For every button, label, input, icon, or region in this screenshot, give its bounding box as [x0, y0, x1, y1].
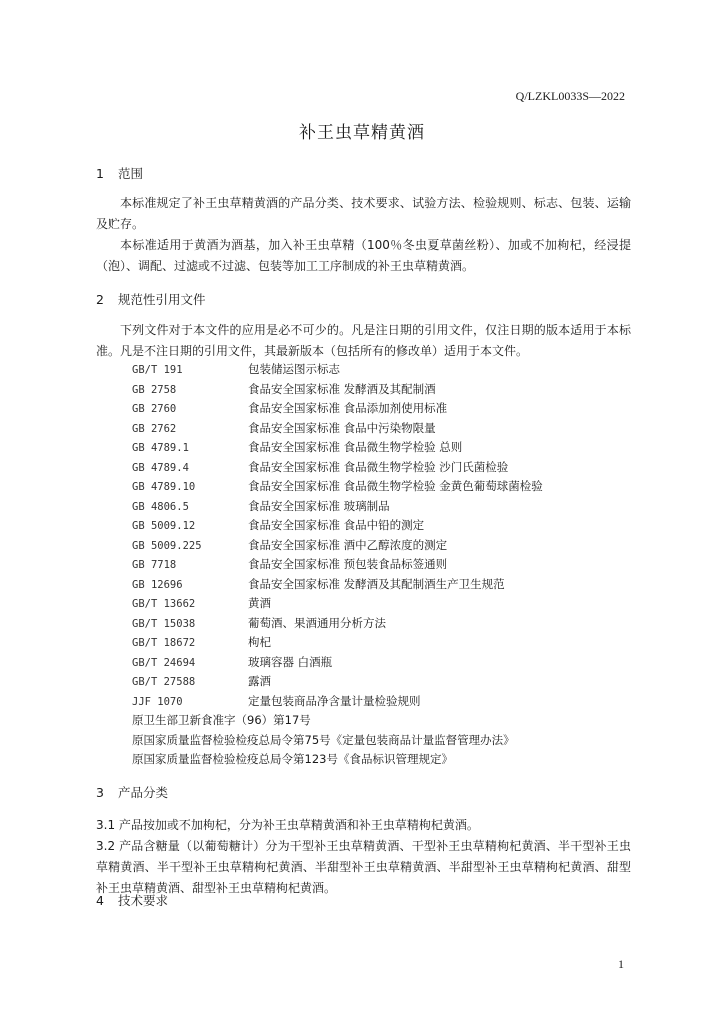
section-1-paragraph-1: 本标准规定了补王虫草精黄酒的产品分类、技术要求、试验方法、检验规则、标志、包装、运输及贮存。	[96, 196, 631, 231]
reference-name: 食品安全国家标准 食品中污染物限量	[248, 420, 436, 435]
section-3-title: 产品分类	[118, 785, 169, 800]
reference-name: 包装储运图示标志	[248, 362, 340, 376]
regulation-item: 原国家质量监督检验检疫总局令第123号《食品标识管理规定》	[132, 752, 453, 766]
reference-row	[132, 438, 543, 458]
reference-row	[132, 555, 543, 575]
section-3-item-2: 3.2 产品含糖量（以葡萄糖计）分为干型补王虫草精黄酒、干型补王虫草精枸杞黄酒、半干型补王虫草精黄酒、半干型补王虫草精枸杞黄酒、半甜型补王虫草精黄酒、半甜型补王虫草精枸杞黄酒、甜型补王虫草精黄酒、甜型补王虫草精枸杞黄酒。	[96, 839, 631, 895]
reference-row	[132, 614, 543, 634]
reference-code: GB 4789.10	[132, 481, 196, 493]
reference-code: GB 7718	[132, 559, 177, 571]
reference-name: 食品安全国家标准 食品添加剂使用标准	[248, 401, 448, 415]
section-1-heading	[96, 164, 143, 182]
reference-row	[132, 477, 543, 497]
reference-row	[132, 419, 543, 439]
reference-name: 食品安全国家标准 食品微生物学检验 金黄色葡萄球菌检验	[248, 479, 543, 493]
reference-row	[132, 399, 543, 419]
reference-code: GB 12696	[132, 578, 183, 591]
reference-name: 食品安全国家标准 食品中铅的测定	[248, 518, 425, 532]
document-code: Q/LZKL0033S—2022	[515, 89, 625, 103]
reference-row	[132, 594, 543, 614]
reference-row	[132, 380, 543, 400]
reference-name: 露酒	[248, 674, 271, 688]
reference-name: 定量包装商品净含量计量检验规则	[248, 693, 421, 708]
section-4-number: 4	[96, 893, 104, 908]
section-3-number: 3	[96, 785, 104, 800]
section-3-heading	[96, 783, 168, 801]
document-title: 补王虫草精黄酒	[299, 123, 425, 143]
section-3-item-1: 3.1 产品按加或不加枸杞，分为补王虫草精黄酒和补王虫草精枸杞黄酒。	[96, 818, 479, 832]
section-2-intro: 下列文件对于本文件的应用是必不可少的。凡是注日期的引用文件，仅注日期的版本适用于本标准。凡是不注日期的引用文件，其最新版本（包括所有的修改单）适用于本文件。	[96, 323, 631, 358]
reference-row	[132, 672, 543, 692]
reference-name: 黄酒	[248, 596, 271, 610]
section-2-heading	[96, 290, 206, 308]
page-number: 1	[618, 957, 624, 971]
reference-code: GB 5009.12	[132, 520, 196, 532]
reference-name: 食品安全国家标准 发酵酒及其配制酒	[248, 381, 436, 396]
reference-row	[132, 516, 543, 536]
reference-code: GB 4806.5	[132, 500, 189, 513]
reference-code: GB 5009.225	[132, 539, 202, 552]
reference-code: GB 2762	[132, 422, 177, 435]
section-2-number: 2	[96, 292, 104, 307]
reference-code: GB 2758	[132, 383, 177, 396]
reference-code: GB/T 15038	[132, 617, 196, 630]
regulation-item: 原国家质量监督检验检疫总局令第75号《定量包装商品计量监督管理办法》	[132, 732, 515, 747]
section-4-title: 技术要求	[118, 893, 169, 908]
reference-name: 食品安全国家标准 食品微生物学检验 沙门氏菌检验	[248, 459, 509, 474]
reference-name: 食品安全国家标准 预包装食品标签通则	[248, 557, 448, 571]
reference-code: GB 4789.1	[132, 442, 189, 454]
reference-code: GB/T 24694	[132, 656, 196, 669]
reference-name: 食品安全国家标准 发酵酒及其配制酒生产卫生规范	[248, 576, 505, 591]
section-1-paragraph-2: 本标准适用于黄酒为酒基，加入补王虫草精（100％冬虫夏草菌丝粉）、加或不加枸杞，经浸提（泡）、调配、过滤或不过滤、包装等加工工序制成的补王虫草精黄酒。	[96, 238, 631, 273]
reference-list	[132, 360, 543, 770]
section-1-number: 1	[96, 166, 104, 181]
reference-code: GB/T 18672	[132, 637, 196, 649]
reference-name: 食品安全国家标准 酒中乙醇浓度的测定	[248, 537, 448, 552]
reference-name: 枸杞	[248, 635, 271, 649]
reference-row	[132, 575, 543, 595]
reference-row	[132, 653, 543, 673]
reference-name: 葡萄酒、果酒通用分析方法	[248, 615, 386, 630]
reference-code: JJF 1070	[132, 695, 183, 708]
section-1-title: 范围	[118, 166, 144, 181]
reference-name: 玻璃容器 白酒瓶	[248, 654, 333, 669]
reference-row	[132, 633, 543, 653]
reference-code: GB/T 27588	[132, 676, 196, 688]
reference-row	[132, 536, 543, 556]
reference-code: GB 2760	[132, 403, 177, 415]
reference-row	[132, 497, 543, 517]
reference-name: 食品安全国家标准 玻璃制品	[248, 498, 390, 513]
reference-row	[132, 692, 543, 712]
reference-code: GB/T 13662	[132, 598, 196, 610]
reference-row	[132, 458, 543, 478]
section-2-title: 规范性引用文件	[118, 292, 206, 307]
section-4-heading	[96, 891, 168, 909]
reference-name: 食品安全国家标准 食品微生物学检验 总则	[248, 440, 463, 454]
regulation-item: 原卫生部卫新食准字（96）第17号	[132, 713, 311, 727]
reference-code: GB/T 191	[132, 364, 183, 376]
reference-row	[132, 360, 543, 380]
reference-code: GB 4789.4	[132, 461, 189, 474]
